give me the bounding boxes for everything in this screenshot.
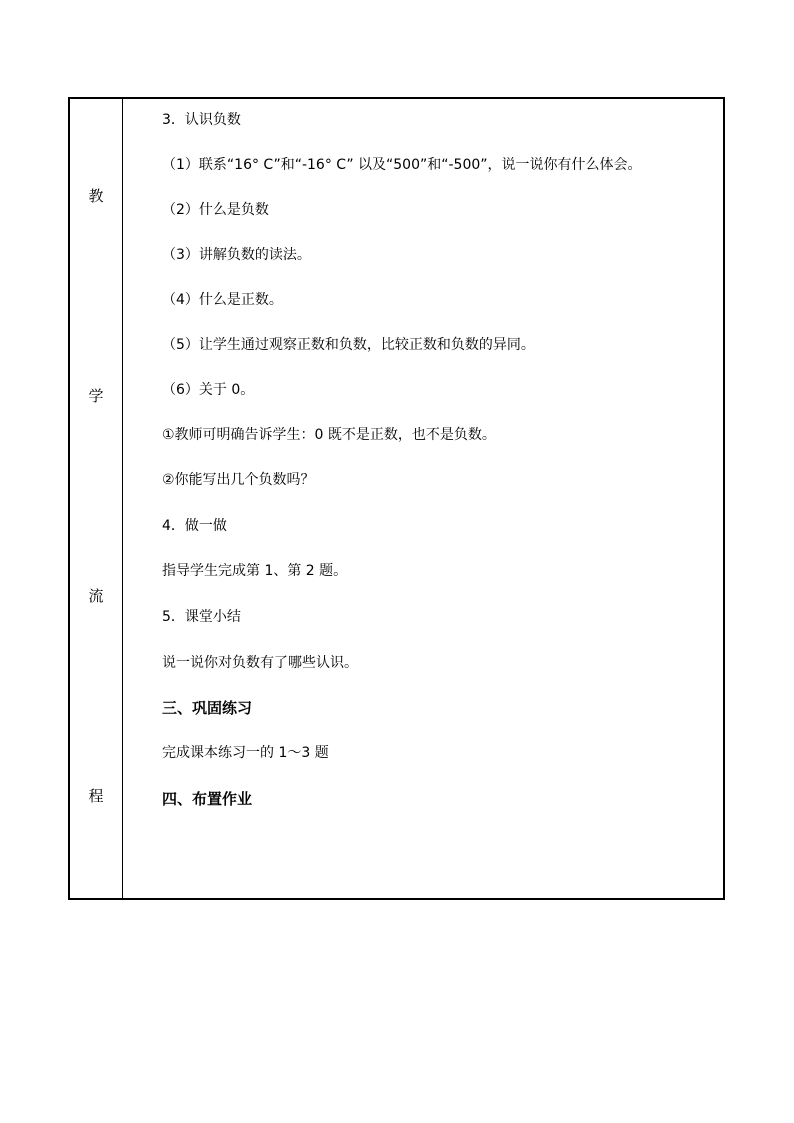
- heading-try-it: 4．做一做: [162, 518, 227, 534]
- practice-text: 完成课本练习一的 1～3 题: [162, 745, 329, 761]
- item-2: （2）什么是负数: [162, 202, 269, 218]
- item-3: （3）讲解负数的读法。: [162, 247, 311, 263]
- heading-homework: 四、布置作业: [162, 790, 253, 808]
- sub-item-2: ②你能写出几个负数吗？: [162, 472, 315, 488]
- side-label-cheng: 程: [88, 787, 104, 805]
- heading-practice: 三、巩固练习: [162, 699, 253, 717]
- item-1: （1）联系“16° C”和“-16° C” 以及“500”和“-500”，说一说你有什么体会。: [162, 157, 642, 173]
- item-5: （5）让学生通过观察正数和负数，比较正数和负数的异同。: [162, 337, 535, 353]
- item-4: （4）什么是正数。: [162, 292, 283, 308]
- sub-item-1: ①教师可明确告诉学生：0 既不是正数，也不是负数。: [162, 427, 496, 443]
- side-label-jiao: 教: [88, 187, 104, 205]
- heading-summary: 5．课堂小结: [162, 609, 241, 625]
- item-6: （6）关于 0。: [162, 382, 255, 398]
- side-label-liu: 流: [88, 587, 104, 605]
- heading-negative-numbers: 3．认识负数: [162, 112, 241, 128]
- summary-text: 说一说你对负数有了哪些认识。: [162, 655, 358, 671]
- lesson-table: [68, 97, 725, 900]
- try-it-text: 指导学生完成第 1、第 2 题。: [162, 563, 348, 579]
- column-divider: [122, 99, 123, 898]
- side-label-xue: 学: [88, 387, 104, 405]
